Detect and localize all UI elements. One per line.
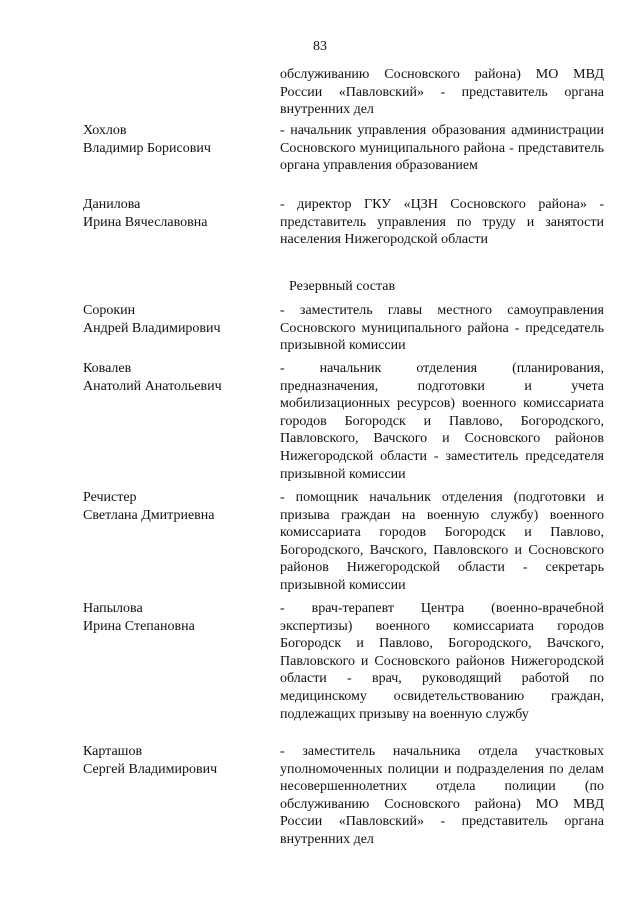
member-given-names: Ирина Степановна [83, 618, 195, 634]
member-given-names: Сергей Владимирович [83, 761, 218, 777]
member-surname: Хохлов [83, 123, 127, 138]
member-name [83, 360, 273, 395]
member-description: - начальник управления образования администрации Сосновского муниципального района - представитель органа управления образованием [280, 123, 604, 174]
page-number: 83 [313, 39, 327, 54]
member-name [83, 122, 273, 157]
member-given-names: Анатолий Анатольевич [83, 378, 222, 394]
member-description: - начальник отделения (планирования, предназначения, подготовки и учета мобилизационных ресурсов) военного комиссариата городов Богородск и Павлово, Богородского, Павловского, Вачского и Сосновского районов Нижегородской области - заместитель председателя призывной комиссии [280, 361, 604, 482]
member-name [83, 743, 273, 778]
member-name [83, 196, 273, 231]
section-heading: Резервный состав [289, 279, 396, 294]
member-given-names: Ирина Вячеславовна [83, 214, 208, 230]
member-name [83, 489, 273, 524]
member-surname: Напылова [83, 601, 143, 616]
member-name [83, 302, 273, 337]
member-given-names: Владимир Борисович [83, 140, 211, 156]
member-surname: Речистер [83, 490, 137, 505]
member-description: - помощник начальник отделения (подготовки и призыва граждан на военную службу) военного комиссариата городов Богородск и Павлово, Богородского, Вачского, Павловского и Сосновского районов Нижегородской области - секретарь призывной комиссии [280, 490, 604, 593]
member-surname: Данилова [83, 197, 141, 212]
member-given-names: Светлана Дмитриевна [83, 507, 215, 523]
member-description: - заместитель главы местного самоуправления Сосновского муниципального района - председатель призывной комиссии [280, 303, 604, 354]
continuation-text: обслуживанию Сосновского района) МО МВД России «Павловский» - представитель органа внутренних дел [280, 67, 604, 118]
member-name [83, 600, 273, 635]
member-given-names: Андрей Владимирович [83, 320, 221, 336]
member-description: - директор ГКУ «ЦЗН Сосновского района» - представитель управления по труду и занятости населения Нижегородской области [280, 197, 604, 248]
member-surname: Карташов [83, 744, 143, 759]
member-surname: Сорокин [83, 303, 136, 318]
member-description: - заместитель начальника отдела участковых уполномоченных полиции и подразделения по делам несовершеннолетних отдела полиции (по обслуживанию Сосновского района) МО МВД России «Павловский» - представитель органа внутренних дел [280, 744, 604, 847]
member-surname: Ковалев [83, 361, 132, 376]
member-description: - врач-терапевт Центра (военно-врачебной экспертизы) военного комиссариата городов Богородск и Павлово, Богородского, Вачского, Павловского и Сосновского районов Нижегородской области - врач, руководящий работой по медицинскому освидетельствованию граждан, подлежащих призыву на военную службу [280, 601, 604, 722]
